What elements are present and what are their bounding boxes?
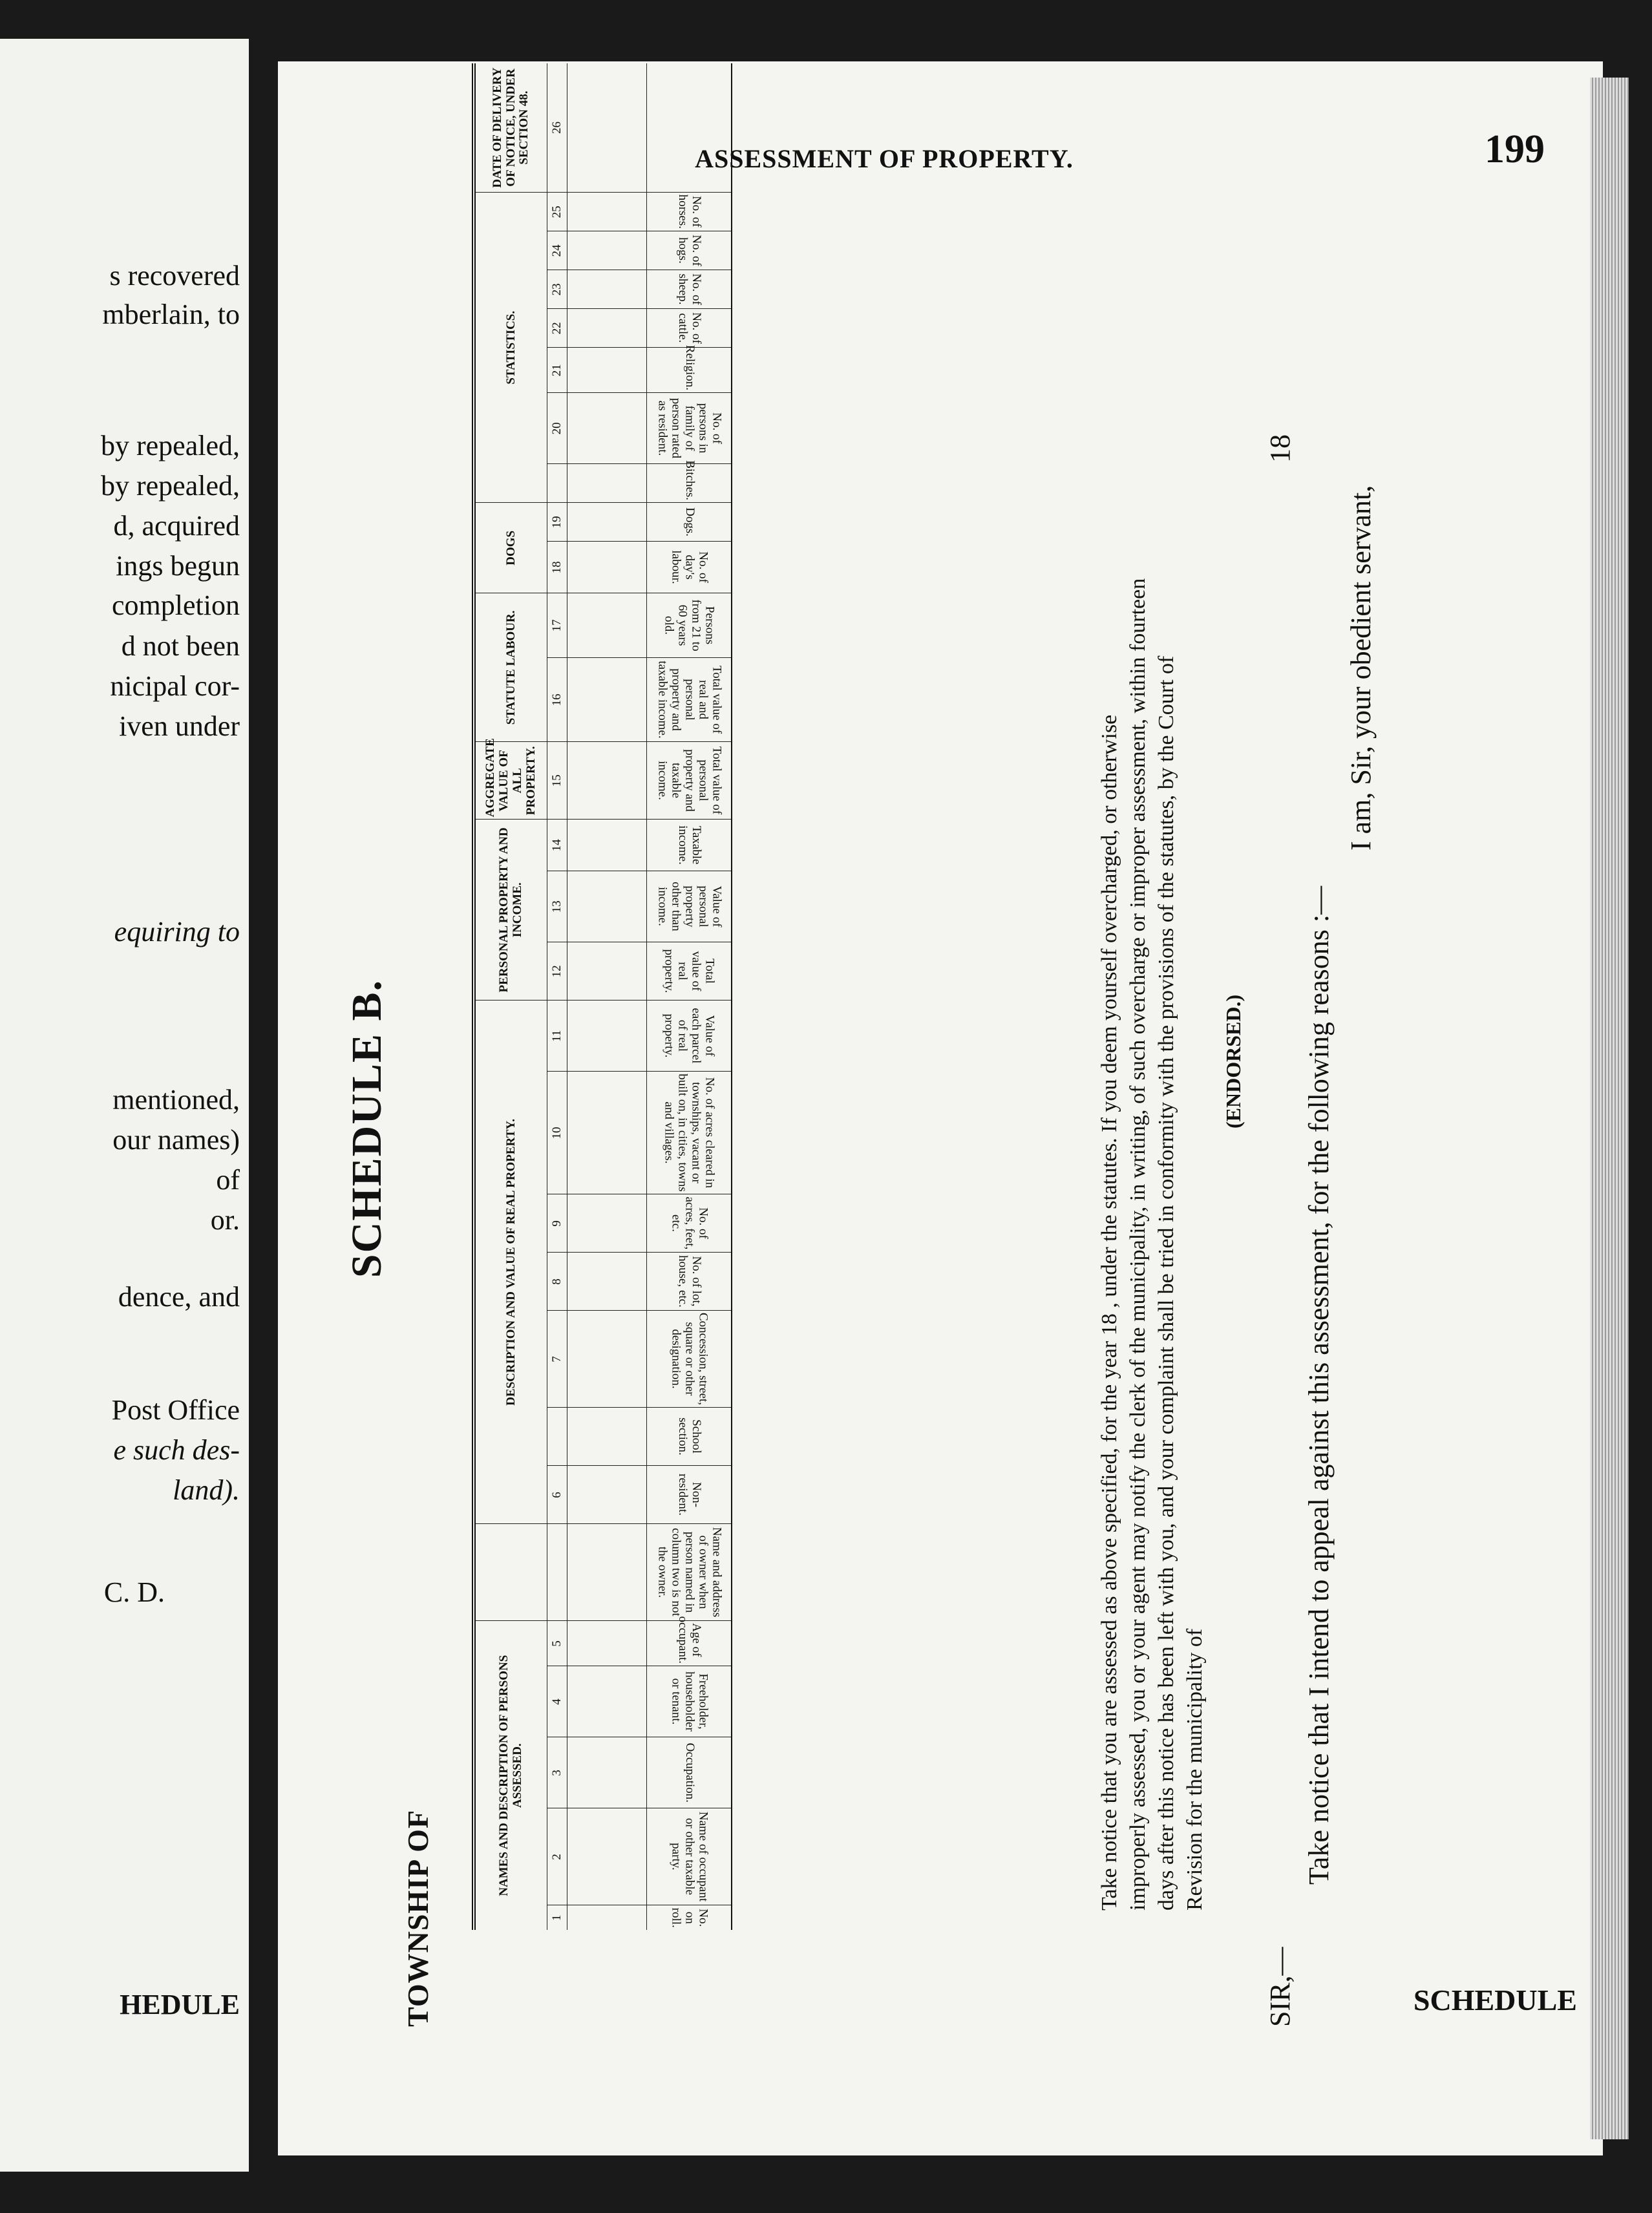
column-label-text: No. of hogs. bbox=[676, 235, 703, 267]
salutation: SIR,— bbox=[1264, 1947, 1296, 2027]
column-label-text: Bitches. bbox=[683, 460, 697, 501]
endorsed-label: (ENDORSED.) bbox=[1222, 994, 1245, 1128]
column-label bbox=[647, 1194, 732, 1253]
column-label-text: No. of sheep. bbox=[676, 273, 703, 306]
group-header: DATE OF DELIVERY OF NOTICE, UNDER SECTION 48. bbox=[474, 63, 547, 193]
facing-line: of bbox=[216, 1164, 240, 1196]
facing-line: e such des- bbox=[113, 1434, 240, 1466]
column-number: 11 bbox=[547, 1001, 567, 1072]
facing-line: by repealed, bbox=[101, 470, 240, 502]
entry-cell bbox=[567, 193, 647, 231]
notice-line: Revision for the municipality of bbox=[1183, 1628, 1207, 1911]
entry-cell bbox=[567, 1905, 647, 1930]
entry-cell bbox=[567, 1666, 647, 1737]
column-number: 4 bbox=[547, 1666, 567, 1737]
column-number: 15 bbox=[547, 742, 567, 820]
notice-line: improperly assessed, you or your agent may notify the clerk of the municipality, in writing, of such overcharge or improper assessment, within fourteen bbox=[1126, 578, 1150, 1911]
entry-cell bbox=[567, 1311, 647, 1408]
column-number: 8 bbox=[547, 1253, 567, 1311]
entry-cell bbox=[567, 1466, 647, 1524]
facing-line: by repealed, bbox=[101, 430, 240, 461]
column-label-text: Occupation. bbox=[683, 1742, 697, 1803]
entry-cell bbox=[567, 231, 647, 270]
column-number: 22 bbox=[547, 309, 567, 348]
column-label bbox=[647, 658, 732, 742]
notice-line: days after this notice has been left with you, and your complaint shall be tried in conformity with the provisions of the statutes, by the Court of bbox=[1154, 655, 1178, 1911]
column-number: 18 bbox=[547, 542, 567, 593]
facing-line: nicipal cor- bbox=[110, 670, 240, 702]
notice-paragraph bbox=[1096, 217, 1209, 1911]
entry-cell bbox=[567, 464, 647, 503]
entry-cell bbox=[567, 1408, 647, 1466]
entry-cell bbox=[567, 1194, 647, 1253]
facing-line: mentioned, bbox=[112, 1084, 240, 1116]
schedule-title: SCHEDULE B. bbox=[343, 979, 390, 1278]
column-label bbox=[647, 820, 732, 871]
column-label-text: Taxable income. bbox=[676, 825, 703, 865]
column-number: 26 bbox=[547, 63, 567, 193]
page-edge bbox=[1590, 78, 1629, 2139]
column-number-row bbox=[547, 63, 567, 1930]
column-label-text: Value of personal property other than income. bbox=[655, 882, 724, 932]
column-label bbox=[647, 1737, 732, 1808]
column-label-text: No. of acres, feet, etc. bbox=[669, 1197, 710, 1250]
entry-cell bbox=[567, 1524, 647, 1621]
column-label-text: Age of occupant. bbox=[676, 1616, 703, 1664]
column-number: 17 bbox=[547, 593, 567, 658]
entry-cell bbox=[567, 542, 647, 593]
closing-line: I am, Sir, your obedient servant, bbox=[1345, 485, 1377, 851]
column-label bbox=[647, 593, 732, 658]
facing-line: our names) bbox=[112, 1124, 240, 1156]
column-label bbox=[647, 193, 732, 231]
column-label-text: Dogs. bbox=[683, 507, 697, 537]
facing-line: completion bbox=[112, 589, 240, 621]
column-number: 7 bbox=[547, 1311, 567, 1408]
column-label-text: Total value of real and personal property and taxable income. bbox=[655, 661, 724, 739]
facing-line: land). bbox=[173, 1474, 240, 1506]
column-label bbox=[647, 460, 732, 503]
blank-entry-row bbox=[567, 63, 647, 1930]
column-label-text: No. of lot, house, etc. bbox=[676, 1255, 703, 1308]
entry-cell bbox=[567, 658, 647, 742]
column-label bbox=[647, 1072, 732, 1194]
entry-cell bbox=[567, 393, 647, 464]
facing-line: s recovered bbox=[109, 260, 240, 291]
column-number: 3 bbox=[547, 1737, 567, 1808]
group-header bbox=[474, 1524, 547, 1621]
facing-line: HEDULE bbox=[120, 1989, 240, 2020]
column-number: 19 bbox=[547, 503, 567, 542]
column-label bbox=[647, 1001, 732, 1072]
notice-line: Take notice that you are assessed as above specified, for the year 18 , under the statutes. If you deem yourself overcharged, or otherwise bbox=[1097, 714, 1121, 1911]
appeal-notice: Take notice that I intend to appeal against this assessment, for the following reasons :— bbox=[1303, 885, 1335, 1885]
column-label bbox=[647, 742, 732, 820]
column-label bbox=[647, 542, 732, 593]
column-label-text: Value of each parcel of real property. bbox=[662, 1008, 717, 1064]
column-label bbox=[647, 393, 732, 464]
column-label-text: No. of persons in family of person rated as resident. bbox=[655, 398, 724, 459]
column-label-text: No. of horses. bbox=[676, 195, 703, 229]
column-label bbox=[647, 345, 732, 393]
column-label-text: No. of acres cleared in townships, vacant or built on, in cities, towns and villages. bbox=[662, 1074, 717, 1192]
year-field: 18 bbox=[1264, 434, 1296, 463]
column-label bbox=[647, 1253, 732, 1311]
column-label-text: Total value of personal property and taxable income. bbox=[655, 746, 724, 815]
column-number: 6 bbox=[547, 1466, 567, 1524]
column-label bbox=[647, 1466, 732, 1524]
group-header-row bbox=[474, 63, 547, 1930]
facing-line: or. bbox=[210, 1204, 240, 1236]
column-label bbox=[647, 1408, 732, 1466]
column-label-text: Name and address of owner when person named in column two is not the owner. bbox=[655, 1527, 724, 1618]
group-header: STATISTICS. bbox=[474, 193, 547, 503]
column-label bbox=[647, 231, 732, 270]
column-number: 23 bbox=[547, 270, 567, 309]
column-label bbox=[647, 1616, 732, 1666]
entry-cell bbox=[567, 503, 647, 542]
column-label bbox=[647, 63, 732, 193]
column-number: 14 bbox=[547, 820, 567, 871]
entry-cell bbox=[567, 63, 647, 193]
column-label bbox=[647, 309, 732, 348]
column-number bbox=[547, 464, 567, 503]
facing-line: equiring to bbox=[114, 916, 240, 948]
group-header: DESCRIPTION AND VALUE OF REAL PROPERTY. bbox=[474, 1001, 547, 1524]
running-head: ASSESSMENT OF PROPERTY. bbox=[695, 144, 1074, 173]
entry-cell bbox=[567, 1621, 647, 1666]
entry-cell bbox=[567, 309, 647, 348]
column-number bbox=[547, 1524, 567, 1621]
facing-line: Post Office bbox=[111, 1394, 240, 1426]
column-label-text: Religion. bbox=[683, 345, 697, 391]
facing-line: iven under bbox=[119, 710, 240, 742]
column-label bbox=[647, 1311, 732, 1408]
facing-line: C. D. bbox=[103, 1576, 165, 1608]
column-number: 13 bbox=[547, 871, 567, 942]
column-label bbox=[647, 942, 732, 1001]
entry-cell bbox=[567, 1737, 647, 1808]
column-label-text: Persons from 21 to 60 years old. bbox=[662, 599, 717, 651]
entry-cell bbox=[567, 871, 647, 942]
facing-line: ings begun bbox=[116, 550, 240, 582]
footer-catchword: SCHEDULE bbox=[1413, 1984, 1577, 2017]
column-label bbox=[647, 270, 732, 309]
column-number: 16 bbox=[547, 658, 567, 742]
column-number bbox=[547, 1408, 567, 1466]
entry-cell bbox=[567, 1072, 647, 1194]
column-label-text: Name of occupant or other taxable party. bbox=[669, 1812, 710, 1902]
facing-page bbox=[0, 39, 249, 2172]
township-label: TOWNSHIP OF bbox=[401, 1809, 434, 2027]
entry-cell bbox=[567, 270, 647, 309]
group-header: NAMES AND DESCRIPTION OF PERSONS ASSESSED. bbox=[474, 1621, 547, 1930]
column-label-text: Non-resident. bbox=[676, 1474, 703, 1516]
entry-cell bbox=[567, 1001, 647, 1072]
entry-cell bbox=[567, 1253, 647, 1311]
column-label-text: No. on roll. bbox=[669, 1907, 710, 1928]
column-label bbox=[647, 871, 732, 942]
assessment-table bbox=[472, 63, 732, 1930]
entry-cell bbox=[567, 942, 647, 1001]
entry-cell bbox=[567, 742, 647, 820]
group-header: PERSONAL PROPERTY AND INCOME. bbox=[474, 820, 547, 1001]
column-number: 24 bbox=[547, 231, 567, 270]
assessment-table-wrap bbox=[472, 67, 732, 1930]
facing-line: mberlain, to bbox=[102, 299, 240, 330]
column-number: 21 bbox=[547, 348, 567, 393]
group-header: DOGS bbox=[474, 503, 547, 593]
group-header: STATUTE LABOUR. bbox=[474, 593, 547, 742]
entry-cell bbox=[567, 593, 647, 658]
facing-line: d, acquired bbox=[113, 510, 240, 542]
facing-line: dence, and bbox=[118, 1281, 240, 1313]
column-label bbox=[647, 503, 732, 542]
column-label-text: No. of cattle. bbox=[676, 312, 703, 344]
column-number: 12 bbox=[547, 942, 567, 1001]
column-number: 25 bbox=[547, 193, 567, 231]
column-number: 2 bbox=[547, 1808, 567, 1905]
column-label bbox=[647, 1524, 732, 1621]
entry-cell bbox=[567, 348, 647, 393]
entry-cell bbox=[567, 820, 647, 871]
column-label-text: School section. bbox=[676, 1417, 703, 1456]
column-number: 1 bbox=[547, 1905, 567, 1930]
column-number: 9 bbox=[547, 1194, 567, 1253]
entry-cell bbox=[567, 1808, 647, 1905]
column-label-row bbox=[647, 63, 732, 1930]
column-number: 20 bbox=[547, 393, 567, 464]
facing-line: d not been bbox=[121, 630, 240, 662]
column-label-text: Concession, street, square or other designation. bbox=[669, 1313, 710, 1406]
group-header: AGGREGATE VALUE OF ALL PROPERTY. bbox=[474, 742, 547, 820]
column-label-text: Freeholder, householder or tenant. bbox=[669, 1671, 710, 1732]
column-label bbox=[647, 1808, 732, 1905]
column-label-text: Total value of real property. bbox=[662, 949, 717, 993]
column-label-text: No. of day's labour. bbox=[669, 550, 710, 584]
column-label bbox=[647, 1905, 732, 1930]
column-number: 10 bbox=[547, 1072, 567, 1194]
column-number: 5 bbox=[547, 1621, 567, 1666]
column-label bbox=[647, 1666, 732, 1737]
page-number: 199 bbox=[1485, 127, 1545, 171]
